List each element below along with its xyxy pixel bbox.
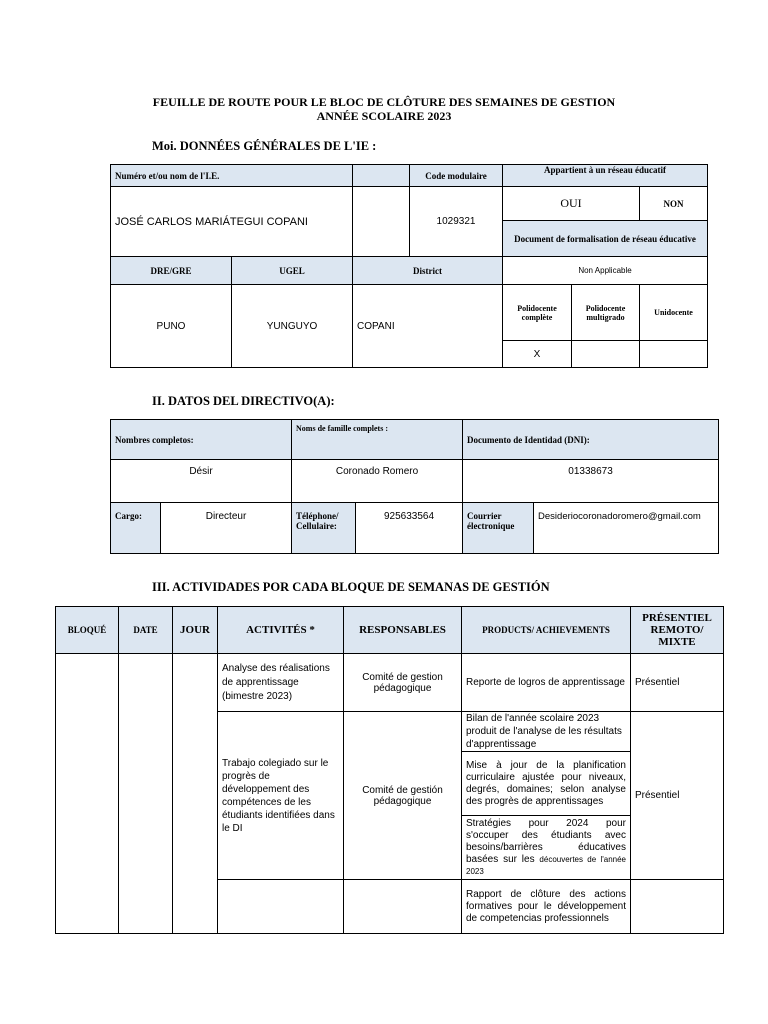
header-network: Appartient à un réseau éducatif xyxy=(503,165,708,187)
modality-2: Présentiel xyxy=(631,712,724,880)
header-jour: JOUR xyxy=(173,607,218,654)
product-2c-text: Stratégies pour 2024 pour s'occuper des étudiants avec besoins/barrières éducatives basées sur les xyxy=(466,817,626,865)
section1-heading: Moi. DONNÉES GÉNÉRALES DE L'IE : xyxy=(152,139,377,153)
cargo-value: Directeur xyxy=(161,503,292,554)
header-school-name: Numéro et/ou nom de l'I.E. xyxy=(111,165,353,187)
product-2c xyxy=(462,816,631,880)
responsible-2: Comité de gestión pédagogique xyxy=(344,712,462,880)
bloque-cell xyxy=(56,654,119,934)
dre-value: PUNO xyxy=(111,285,232,368)
product-1: Reporte de logros de apprentissage xyxy=(462,654,631,712)
polidocente-complete: Polidocente complète xyxy=(503,285,572,341)
modality-1: Présentiel xyxy=(631,654,724,712)
school-name: JOSÉ CARLOS MARIÁTEGUI COPANI xyxy=(111,187,353,257)
network-no: NON xyxy=(640,187,708,221)
director-table xyxy=(110,419,719,554)
header-responsables: RESPONSABLES xyxy=(344,607,462,654)
document-subtitle: ANNÉE SCOLAIRE 2023 xyxy=(316,109,452,123)
polidocente-multigrado: Polidocente multigrado xyxy=(572,285,640,341)
general-data-table xyxy=(110,164,708,368)
unidocente: Unidocente xyxy=(640,285,708,341)
activity-2: Trabajo colegiado sur le progrès de développement des compétences de les étudiants identifiées dans le DI xyxy=(218,712,344,880)
header-bloque: BLOQUÉ xyxy=(56,607,119,654)
empty-cell xyxy=(640,341,708,368)
modality-3 xyxy=(631,880,724,934)
activity-1: Analyse des réalisations de apprentissage (bimestre 2023) xyxy=(218,654,344,712)
director-dni: 01338673 xyxy=(463,460,719,503)
header-modality: PRÉSENTIEL REMOTO/ MIXTE xyxy=(631,607,724,654)
network-document-label: Document de formalisation de réseau éducative xyxy=(503,221,708,257)
responsible-1: Comité de gestion pédagogique xyxy=(344,654,462,712)
header-family-names: Noms de famille complets : xyxy=(292,420,463,460)
district-value: COPANI xyxy=(353,285,503,368)
phone-value: 925633564 xyxy=(356,503,463,554)
document-title: FEUILLE DE ROUTE POUR LE BLOC DE CLÔTURE DES SEMAINES DE GESTION xyxy=(152,95,616,109)
director-name: Désir xyxy=(111,460,292,503)
header-district: District xyxy=(353,257,503,285)
header-dre: DRE/GRE xyxy=(111,257,232,285)
header-ugel: UGEL xyxy=(232,257,353,285)
header-code: Code modulaire xyxy=(410,165,503,187)
ugel-value: YUNGUYO xyxy=(232,285,353,368)
empty-cell xyxy=(572,341,640,368)
email-value: Desideriocoronadoromero@gmail.com xyxy=(534,503,719,554)
modular-code: 1029321 xyxy=(410,187,503,257)
empty-cell xyxy=(353,187,410,257)
polidocente-complete-mark: X xyxy=(503,341,572,368)
section3-heading: III. ACTIVIDADES POR CADA BLOQUE DE SEMANAS DE GESTIÓN xyxy=(152,580,550,594)
date-cell xyxy=(119,654,173,934)
header-dni: Documento de Identidad (DNI): xyxy=(463,420,719,460)
director-family-name: Coronado Romero xyxy=(292,460,463,503)
network-yes: OUI xyxy=(503,187,640,221)
header-date: DATE xyxy=(119,607,173,654)
jour-cell xyxy=(173,654,218,934)
product-2b: Mise à jour de la planification curriculaire ajustée pour niveaux, degrés, domaines; selon analyse des progrès de apprentissages xyxy=(462,752,631,816)
header-names: Nombres completos: xyxy=(111,420,292,460)
product-2a: Bilan de l'année scolaire 2023 produit de l'analyse de les résultats d'apprentissage xyxy=(462,712,631,752)
section2-heading: II. DATOS DEL DIRECTIVO(A): xyxy=(152,394,335,408)
responsible-3 xyxy=(344,880,462,934)
non-applicable: Non Applicable xyxy=(503,257,708,285)
header-empty xyxy=(353,165,410,187)
email-label: Courrier électronique xyxy=(463,503,534,554)
product-3: Rapport de clôture des actions formatives pour le développement de competencias professionnels xyxy=(462,880,631,934)
activity-3 xyxy=(218,880,344,934)
header-products: PRODUCTS/ ACHIEVEMENTS xyxy=(462,607,631,654)
activities-table xyxy=(55,606,724,934)
header-activities: ACTIVITÉS * xyxy=(218,607,344,654)
cargo-label: Cargo: xyxy=(111,503,161,554)
phone-label: Téléphone/ Cellulaire: xyxy=(292,503,356,554)
product-2c-note: découvertes de l'année 2023 xyxy=(466,854,626,876)
